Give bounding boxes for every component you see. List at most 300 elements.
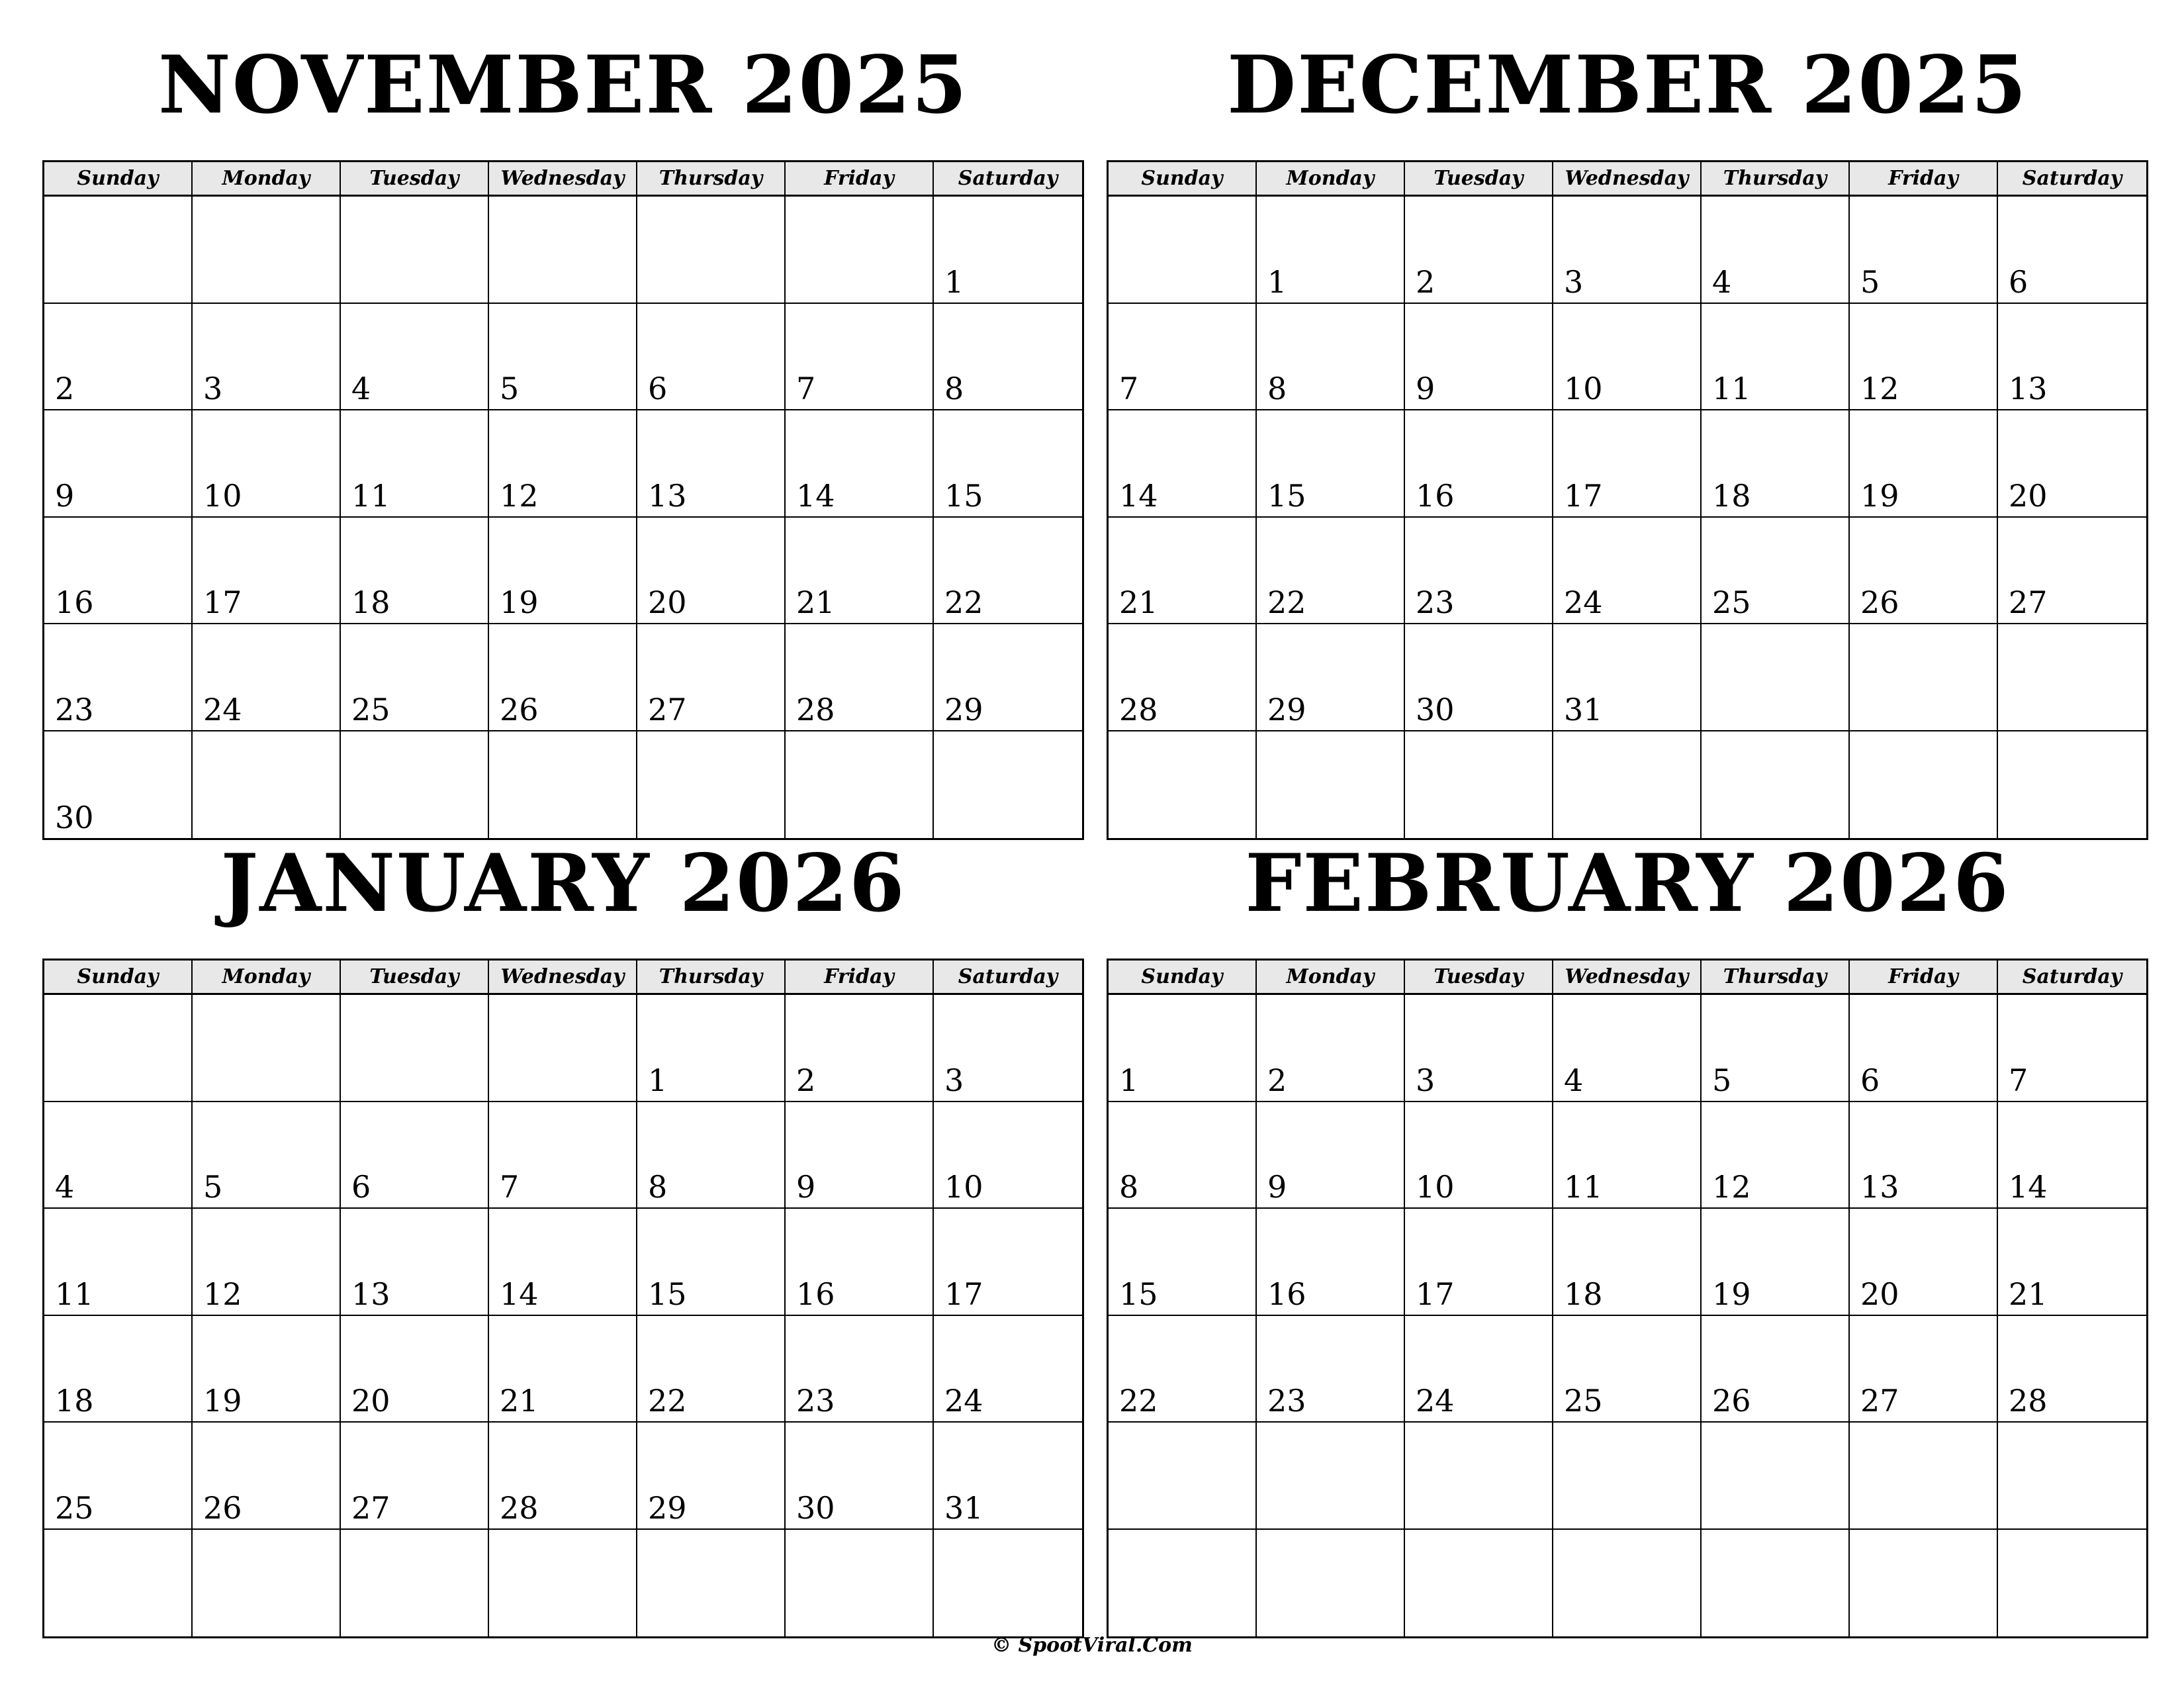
- day-cell: [934, 995, 1082, 1102]
- day-cell: [1850, 1530, 1998, 1637]
- day-cell: [1405, 197, 1553, 304]
- day-cell: [1553, 731, 1702, 839]
- day-cell: [1257, 1530, 1405, 1637]
- weekday-header: Friday: [1850, 162, 1998, 197]
- day-cell: [1109, 1316, 1257, 1423]
- weekday-header: Sunday: [44, 961, 193, 995]
- day-number: 16: [1416, 477, 1455, 514]
- day-cell: [489, 1423, 637, 1530]
- weekday-header: Monday: [193, 162, 341, 197]
- day-cell: [341, 624, 489, 731]
- day-cell: [1109, 1209, 1257, 1316]
- day-cell: [1405, 731, 1553, 839]
- day-number: 3: [944, 1062, 964, 1098]
- day-cell: [489, 197, 637, 304]
- day-number: 9: [1416, 371, 1435, 406]
- day-cell: [193, 197, 341, 304]
- day-cell: [1998, 995, 2146, 1102]
- day-cell: [341, 518, 489, 625]
- day-cell: [341, 731, 489, 839]
- day-cell: [1257, 197, 1405, 304]
- day-number: 12: [500, 477, 539, 514]
- day-number: 10: [1564, 371, 1603, 406]
- day-cell: [44, 1423, 193, 1530]
- day-cell: [934, 731, 1082, 839]
- day-number: 2: [1267, 1062, 1287, 1098]
- day-cell: [44, 731, 193, 839]
- day-number: 15: [648, 1276, 687, 1312]
- day-cell: [1850, 1102, 1998, 1209]
- day-cell: [786, 624, 934, 731]
- day-number: 23: [1267, 1383, 1306, 1419]
- day-number: 30: [55, 800, 94, 835]
- day-number: 4: [1712, 263, 1732, 300]
- day-number: 22: [1119, 1383, 1158, 1419]
- day-number: 3: [1416, 1062, 1435, 1098]
- day-cell: [1109, 731, 1257, 839]
- day-number: 28: [796, 691, 835, 727]
- day-number: 21: [1119, 585, 1158, 620]
- day-cell: [44, 1530, 193, 1637]
- day-number: 4: [351, 371, 371, 406]
- day-number: 21: [500, 1383, 539, 1419]
- day-number: 29: [1267, 691, 1306, 727]
- day-number: 29: [648, 1489, 687, 1526]
- day-cell: [44, 1102, 193, 1209]
- day-number: 22: [1267, 585, 1306, 620]
- month-title: NOVEMBER 2025: [158, 38, 968, 132]
- day-number: 2: [796, 1062, 816, 1098]
- day-cell: [1998, 410, 2146, 518]
- day-cell: [934, 1316, 1082, 1423]
- day-number: 13: [648, 477, 687, 514]
- weekday-header: Friday: [786, 162, 934, 197]
- day-cell: [341, 1102, 489, 1209]
- calendar-grid: [42, 160, 1084, 840]
- day-cell: [1850, 1209, 1998, 1316]
- weekday-header: Friday: [786, 961, 934, 995]
- day-number: 24: [203, 691, 242, 727]
- day-cell: [341, 1423, 489, 1530]
- day-number: 22: [648, 1383, 687, 1419]
- day-number: 26: [1712, 1383, 1751, 1419]
- day-cell: [1702, 1423, 1850, 1530]
- day-number: 26: [1860, 585, 1899, 620]
- day-number: 26: [500, 691, 539, 727]
- day-cell: [489, 1530, 637, 1637]
- weekday-header: Monday: [1257, 162, 1405, 197]
- day-number: 9: [1267, 1169, 1287, 1205]
- day-number: 2: [55, 371, 75, 406]
- day-number: 21: [796, 585, 835, 620]
- day-number: 13: [351, 1276, 390, 1312]
- day-number: 23: [55, 691, 94, 727]
- weekday-header: Tuesday: [1405, 961, 1553, 995]
- day-cell: [1553, 1423, 1702, 1530]
- weekday-header: Thursday: [1702, 961, 1850, 995]
- day-cell: [786, 410, 934, 518]
- day-number: 1: [1119, 1062, 1139, 1098]
- day-cell: [1553, 995, 1702, 1102]
- day-number: 5: [1860, 263, 1880, 300]
- day-number: 9: [796, 1169, 816, 1205]
- day-number: 1: [944, 263, 964, 300]
- day-number: 14: [796, 477, 835, 514]
- day-number: 7: [1119, 371, 1139, 406]
- day-cell: [341, 410, 489, 518]
- day-number: 5: [500, 371, 520, 406]
- day-cell: [1553, 1102, 1702, 1209]
- day-cell: [786, 1530, 934, 1637]
- day-number: 15: [1119, 1276, 1158, 1312]
- weekday-header: Saturday: [934, 162, 1082, 197]
- day-number: 15: [1267, 477, 1306, 514]
- day-cell: [934, 1423, 1082, 1530]
- day-number: 17: [944, 1276, 983, 1312]
- day-number: 21: [2009, 1276, 2048, 1312]
- day-cell: [44, 1316, 193, 1423]
- day-number: 7: [2009, 1062, 2028, 1098]
- day-cell: [1257, 1423, 1405, 1530]
- day-number: 23: [796, 1383, 835, 1419]
- day-cell: [1109, 624, 1257, 731]
- day-cell: [1405, 1530, 1553, 1637]
- day-cell: [1257, 410, 1405, 518]
- day-number: 8: [1119, 1169, 1139, 1205]
- day-cell: [637, 1102, 786, 1209]
- day-cell: [1850, 1316, 1998, 1423]
- day-cell: [1405, 1209, 1553, 1316]
- day-number: 22: [944, 585, 983, 620]
- day-cell: [1702, 624, 1850, 731]
- day-cell: [489, 518, 637, 625]
- day-number: 5: [203, 1169, 223, 1205]
- day-cell: [1850, 995, 1998, 1102]
- day-cell: [1998, 1530, 2146, 1637]
- day-cell: [934, 1530, 1082, 1637]
- day-number: 18: [1564, 1276, 1603, 1312]
- day-cell: [1405, 995, 1553, 1102]
- day-cell: [44, 304, 193, 411]
- day-cell: [1257, 995, 1405, 1102]
- weekday-header: Thursday: [1702, 162, 1850, 197]
- day-number: 28: [2009, 1383, 2048, 1419]
- day-cell: [1850, 624, 1998, 731]
- day-cell: [1998, 197, 2146, 304]
- day-number: 11: [1712, 371, 1751, 406]
- day-number: 8: [1267, 371, 1287, 406]
- day-number: 16: [1267, 1276, 1306, 1312]
- day-cell: [44, 410, 193, 518]
- day-number: 9: [55, 477, 75, 514]
- day-number: 16: [55, 585, 94, 620]
- day-number: 4: [55, 1169, 75, 1205]
- day-cell: [341, 1209, 489, 1316]
- day-number: 13: [1860, 1169, 1899, 1205]
- day-cell: [637, 731, 786, 839]
- day-cell: [1553, 304, 1702, 411]
- day-cell: [1257, 731, 1405, 839]
- day-cell: [1109, 995, 1257, 1102]
- weekday-header: Tuesday: [341, 961, 489, 995]
- day-cell: [786, 1316, 934, 1423]
- day-cell: [44, 197, 193, 304]
- day-cell: [44, 1209, 193, 1316]
- weekday-header: Sunday: [1109, 961, 1257, 995]
- weekday-header: Friday: [1850, 961, 1998, 995]
- day-cell: [1850, 410, 1998, 518]
- day-number: 24: [1564, 585, 1603, 620]
- day-cell: [489, 1316, 637, 1423]
- day-cell: [489, 1209, 637, 1316]
- day-number: 11: [351, 477, 390, 514]
- day-cell: [1553, 624, 1702, 731]
- day-cell: [489, 304, 637, 411]
- day-cell: [934, 410, 1082, 518]
- day-cell: [1405, 1423, 1553, 1530]
- day-number: 12: [1712, 1169, 1751, 1205]
- day-cell: [489, 995, 637, 1102]
- day-cell: [1998, 731, 2146, 839]
- calendar-grid: [1107, 959, 2148, 1638]
- day-number: 8: [944, 371, 964, 406]
- day-number: 27: [2009, 585, 2048, 620]
- day-cell: [1553, 1209, 1702, 1316]
- weekday-header: Saturday: [1998, 961, 2146, 995]
- day-cell: [1998, 1316, 2146, 1423]
- day-cell: [193, 1530, 341, 1637]
- day-cell: [1850, 197, 1998, 304]
- day-cell: [1702, 197, 1850, 304]
- day-cell: [786, 731, 934, 839]
- day-cell: [786, 197, 934, 304]
- day-number: 7: [500, 1169, 520, 1205]
- day-number: 31: [1564, 691, 1603, 727]
- day-cell: [193, 1102, 341, 1209]
- day-cell: [1998, 1423, 2146, 1530]
- weekday-header: Saturday: [934, 961, 1082, 995]
- day-number: 18: [55, 1383, 94, 1419]
- day-cell: [1405, 1316, 1553, 1423]
- month-title: FEBRUARY 2026: [1245, 837, 2010, 930]
- day-number: 7: [796, 371, 816, 406]
- day-number: 17: [1564, 477, 1603, 514]
- day-cell: [1257, 304, 1405, 411]
- weekday-header: Sunday: [1109, 162, 1257, 197]
- day-cell: [1109, 197, 1257, 304]
- day-number: 1: [1267, 263, 1287, 300]
- day-cell: [1553, 518, 1702, 625]
- day-number: 10: [944, 1169, 983, 1205]
- day-cell: [193, 1423, 341, 1530]
- day-number: 2: [1416, 263, 1435, 300]
- day-number: 13: [2009, 371, 2048, 406]
- day-cell: [786, 518, 934, 625]
- day-cell: [193, 995, 341, 1102]
- day-cell: [637, 1530, 786, 1637]
- day-cell: [934, 1209, 1082, 1316]
- day-cell: [1553, 410, 1702, 518]
- day-number: 8: [648, 1169, 668, 1205]
- day-number: 27: [648, 691, 687, 727]
- day-cell: [934, 624, 1082, 731]
- day-number: 1: [648, 1062, 668, 1098]
- day-number: 24: [944, 1383, 983, 1419]
- day-number: 27: [351, 1489, 390, 1526]
- day-cell: [1998, 518, 2146, 625]
- weekday-header: Wednesday: [489, 961, 637, 995]
- day-cell: [1405, 1102, 1553, 1209]
- day-number: 14: [1119, 477, 1158, 514]
- day-number: 14: [2009, 1169, 2048, 1205]
- day-number: 5: [1712, 1062, 1732, 1098]
- day-cell: [341, 995, 489, 1102]
- day-number: 18: [1712, 477, 1751, 514]
- day-cell: [637, 624, 786, 731]
- weekday-header: Tuesday: [341, 162, 489, 197]
- day-cell: [1702, 731, 1850, 839]
- day-cell: [1553, 1530, 1702, 1637]
- day-number: 19: [500, 585, 539, 620]
- day-cell: [637, 995, 786, 1102]
- day-number: 14: [500, 1276, 539, 1312]
- day-number: 18: [351, 585, 390, 620]
- day-cell: [1702, 1209, 1850, 1316]
- day-number: 6: [2009, 263, 2028, 300]
- weekday-header: Wednesday: [1553, 162, 1702, 197]
- day-number: 24: [1416, 1383, 1455, 1419]
- day-number: 16: [796, 1276, 835, 1312]
- day-cell: [44, 995, 193, 1102]
- day-number: 25: [351, 691, 390, 727]
- day-cell: [1109, 1530, 1257, 1637]
- day-number: 3: [203, 371, 223, 406]
- day-cell: [193, 1316, 341, 1423]
- day-cell: [193, 731, 341, 839]
- calendar-grid: [42, 959, 1084, 1638]
- day-cell: [1405, 304, 1553, 411]
- day-cell: [637, 1209, 786, 1316]
- weekday-header: Sunday: [44, 162, 193, 197]
- day-cell: [786, 1423, 934, 1530]
- day-cell: [637, 1316, 786, 1423]
- day-number: 26: [203, 1489, 242, 1526]
- day-cell: [1553, 1316, 1702, 1423]
- day-cell: [341, 1316, 489, 1423]
- day-cell: [489, 731, 637, 839]
- weekday-header: Saturday: [1998, 162, 2146, 197]
- day-cell: [1998, 1102, 2146, 1209]
- day-cell: [1850, 304, 1998, 411]
- day-cell: [637, 304, 786, 411]
- day-cell: [1702, 410, 1850, 518]
- day-cell: [1109, 518, 1257, 625]
- day-cell: [1702, 518, 1850, 625]
- day-cell: [1405, 410, 1553, 518]
- day-cell: [1998, 304, 2146, 411]
- day-cell: [341, 1530, 489, 1637]
- day-cell: [637, 1423, 786, 1530]
- day-number: 12: [203, 1276, 242, 1312]
- day-cell: [1257, 1102, 1405, 1209]
- day-number: 10: [203, 477, 242, 514]
- day-number: 17: [1416, 1276, 1455, 1312]
- day-cell: [1257, 518, 1405, 625]
- day-number: 28: [1119, 691, 1158, 727]
- day-number: 6: [351, 1169, 371, 1205]
- day-number: 12: [1860, 371, 1899, 406]
- day-cell: [1109, 1102, 1257, 1209]
- day-number: 11: [1564, 1169, 1603, 1205]
- day-cell: [934, 197, 1082, 304]
- day-number: 31: [944, 1489, 983, 1526]
- weekday-header: Thursday: [637, 961, 786, 995]
- day-number: 15: [944, 477, 983, 514]
- day-number: 3: [1564, 263, 1584, 300]
- day-number: 4: [1564, 1062, 1584, 1098]
- day-number: 30: [796, 1489, 835, 1526]
- day-cell: [934, 1102, 1082, 1209]
- day-cell: [341, 197, 489, 304]
- day-cell: [341, 304, 489, 411]
- day-cell: [786, 1209, 934, 1316]
- day-number: 25: [55, 1489, 94, 1526]
- day-number: 28: [500, 1489, 539, 1526]
- day-cell: [1850, 1423, 1998, 1530]
- day-cell: [193, 518, 341, 625]
- weekday-header: Monday: [1257, 961, 1405, 995]
- day-cell: [489, 624, 637, 731]
- weekday-header: Thursday: [637, 162, 786, 197]
- day-cell: [1109, 304, 1257, 411]
- day-cell: [489, 410, 637, 518]
- copyright-footer: © SpootViral.Com: [991, 1634, 1193, 1657]
- day-cell: [637, 410, 786, 518]
- day-cell: [1998, 624, 2146, 731]
- weekday-header: Monday: [193, 961, 341, 995]
- day-number: 19: [1860, 477, 1899, 514]
- day-number: 6: [648, 371, 668, 406]
- day-cell: [1553, 197, 1702, 304]
- day-cell: [1702, 1530, 1850, 1637]
- day-number: 17: [203, 585, 242, 620]
- weekday-header: Tuesday: [1405, 162, 1553, 197]
- day-number: 20: [351, 1383, 390, 1419]
- day-cell: [1257, 1209, 1405, 1316]
- day-cell: [1702, 1102, 1850, 1209]
- day-number: 20: [2009, 477, 2048, 514]
- day-cell: [934, 304, 1082, 411]
- day-cell: [193, 1209, 341, 1316]
- day-number: 19: [1712, 1276, 1751, 1312]
- day-cell: [786, 304, 934, 411]
- day-number: 23: [1416, 585, 1455, 620]
- day-number: 6: [1860, 1062, 1880, 1098]
- day-number: 25: [1712, 585, 1751, 620]
- day-number: 25: [1564, 1383, 1603, 1419]
- day-cell: [786, 1102, 934, 1209]
- day-cell: [1850, 518, 1998, 625]
- day-cell: [1109, 1423, 1257, 1530]
- day-cell: [637, 197, 786, 304]
- day-number: 30: [1416, 691, 1455, 727]
- day-cell: [934, 518, 1082, 625]
- day-number: 27: [1860, 1383, 1899, 1419]
- day-number: 20: [1860, 1276, 1899, 1312]
- month-title: JANUARY 2026: [220, 837, 906, 930]
- month-title: DECEMBER 2025: [1227, 38, 2028, 132]
- day-cell: [193, 410, 341, 518]
